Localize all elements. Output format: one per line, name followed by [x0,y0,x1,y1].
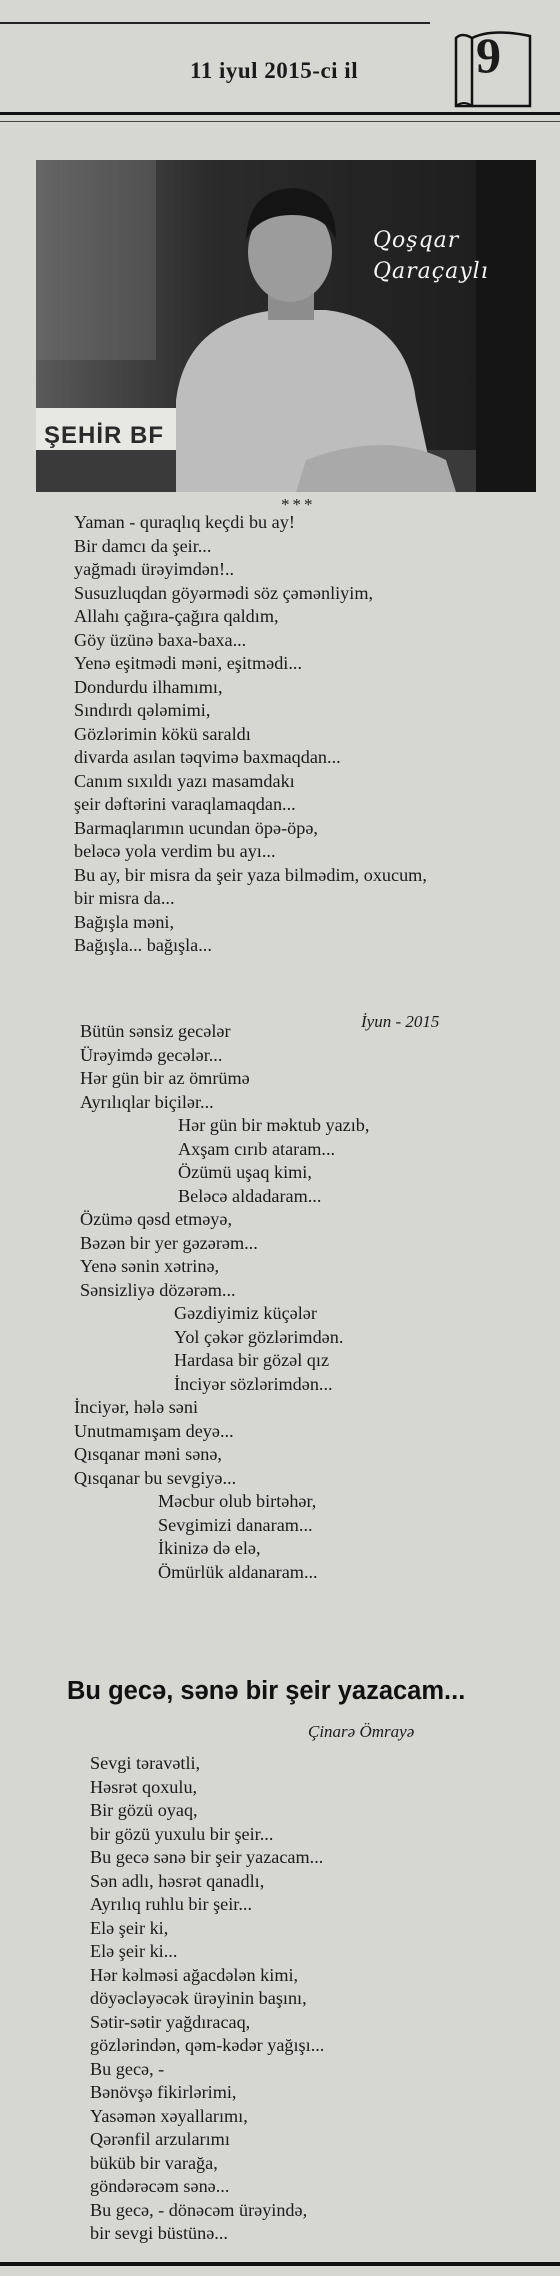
poem-line: Allahı çağıra-çağıra qaldım, [74,606,279,626]
poem-line: Sən adlı, həsrət qanadlı, [90,1870,265,1891]
poem-line: Gəzdiyimiz küçələr [174,1303,317,1323]
poem-line: Sevgi təravətli, [90,1753,201,1773]
poem-line: Hardasa bir gözəl qız [174,1350,330,1370]
poem-line: Susuzluqdan göyərmədi söz çəmənliyim, [74,582,374,603]
poem-line: Elə şeir ki, [90,1917,169,1938]
poem-line: Ömürlük aldanaram... [158,1561,318,1582]
poem-line: Hər kəlməsi ağacdələn kimi, [90,1964,299,1985]
poem-line: döyəcləyəcək ürəyinin başını, [90,1988,307,2008]
header-top-rule [0,22,430,24]
poem-line: Bağışla... bağışla... [74,935,212,955]
poem-line: bir sevgi büstünə... [90,2223,228,2243]
poem-1 [74,511,427,958]
poem-line: Bu ay, bir misra da şeir yaza bilmədim, oxucum, [74,864,427,885]
poem-1-date: İyun - 2015 [361,1012,440,1031]
poem-separator: *** [281,495,316,514]
poem-3-title: Bu gecə, sənə bir şeir yazacam... [67,1677,466,1705]
poem-line: Bütün sənsiz gecələr [80,1021,231,1041]
poem-line: Hər gün bir məktub yazıb, [178,1115,370,1135]
poem-line: Sındırdı qələmimi, [74,700,211,720]
author-last-name: Qaraçaylı [373,259,489,284]
poem-line: Elə şeir ki... [90,1941,178,1961]
poem-line: İnciyər, hələ səni [74,1397,198,1417]
poem-line: İnciyər sözlərimdən... [174,1373,333,1394]
poem-line: Qısqanar bu sevgiyə... [74,1467,237,1488]
author-name-overlay [373,225,489,287]
poem-line: Gözlərimin kökü saraldı [74,723,251,744]
poem-line: Yasəmən xəyallarımı, [90,2105,248,2126]
poem-line: Qərənfil arzularımı [90,2129,230,2149]
page-number: 9 [476,27,501,83]
poem-line: Beləcə aldadaram... [178,1185,322,1206]
poem-3-author: Çinarə Ömrayə [308,1722,415,1741]
poem-line: Sətir-sətir yağdıracaq, [90,2011,251,2032]
poem-line: Bu gecə sənə bir şeir yazacam... [90,1847,324,1867]
poem-line: Yenə sənin xətrinə, [80,1256,220,1276]
poem-line: şeir dəftərini varaqlamaqdan... [74,794,296,814]
poem-line: Bir damcı da şeir... [74,535,212,556]
poem-line: göndərəcəm sənə... [90,2176,230,2196]
author-first-name: Qoşqar [373,228,460,253]
footer-rule [0,2262,560,2266]
poem-line: Sənsizliyə dözərəm... [80,1279,236,1300]
poem-line: bir gözü yuxulu bir şeir... [90,1823,274,1844]
poem-line: Canım sıxıldı yazı masamdakı [74,770,295,791]
poem-line: Unutmamışam deyə... [74,1420,234,1441]
poem-line: Ayrılıq ruhlu bir şeir... [90,1894,252,1914]
poem-line: Axşam cırıb ataram... [178,1138,336,1159]
poem-line: Həsrət qoxulu, [90,1776,198,1797]
poem-line: Göy üzünə baxa-baxa... [74,629,247,650]
poem-line: Bəzən bir yer gəzərəm... [80,1232,258,1253]
poem-2 [74,1020,370,1584]
poem-line: Hər gün bir az ömrümə [80,1068,250,1088]
poem-line: Ayrılıqlar biçilər... [80,1091,214,1112]
poem-line: Dondurdu ilhamımı, [74,676,223,697]
poem-line: Sevgimizi danaram... [158,1514,313,1535]
poem-line: Bənövşə fikirlərimi, [90,2082,237,2102]
poem-line: Qısqanar məni sənə, [74,1444,222,1464]
poem-line: Bu gecə, - [90,2058,165,2079]
poem-line: Ürəyimdə gecələr... [80,1044,223,1065]
poem-line: beləcə yola verdim bu ayı... [74,841,276,861]
poem-line: Bir gözü oyaq, [90,1800,198,1820]
poem-line: yağmadı ürəyimdən!.. [74,559,235,579]
poem-line: Məcbur olub birtəhər, [158,1491,317,1511]
poem-line: gözlərindən, qəm-kədər yağışı... [90,2035,325,2055]
poem-line: Yenə eşitmədi məni, eşitmədi... [74,653,302,673]
poem-3 [90,1752,324,2246]
issue-date: 11 iyul 2015-ci il [190,58,359,83]
poem-line: Özümə qəsd etməyə, [80,1209,233,1229]
poem-line: Barmaqlarımın ucundan öpə-öpə, [74,817,318,838]
header-rule-thin [0,121,560,122]
poem-line: Yol çəkər gözlərimdən. [174,1326,344,1347]
poem-line: Yaman - quraqlıq keçdi bu ay! [74,512,295,532]
poem-line: bir misra da... [74,888,175,908]
poem-line: İkinizə də elə, [158,1538,261,1558]
header-rule-thick [0,112,560,115]
sign-text: ŞEHİR BF [44,422,165,449]
author-photo [36,160,536,492]
poem-line: Bu gecə, - dönəcəm ürəyində, [90,2199,308,2220]
poem-line: Bağışla məni, [74,911,175,932]
poem-line: Özümü uşaq kimi, [178,1162,312,1182]
poem-line: büküb bir varağa, [90,2152,218,2173]
poem-line: divarda asılan təqvimə baxmaqdan... [74,747,341,767]
